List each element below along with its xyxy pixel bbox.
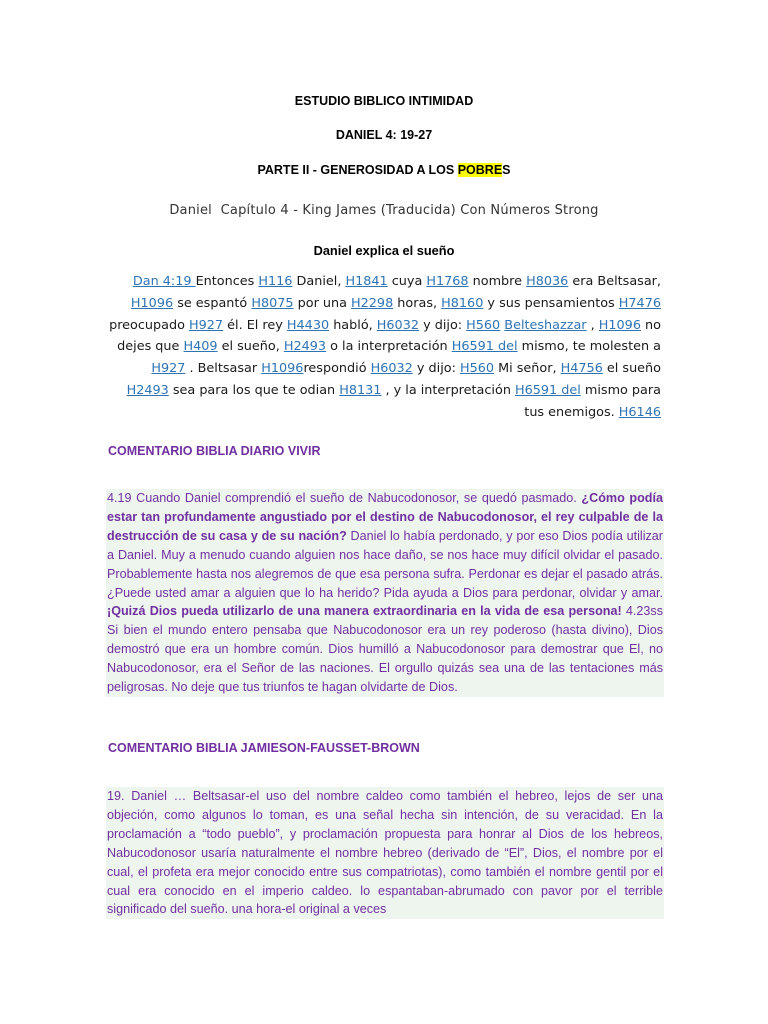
verse-text: o la interpretación — [326, 339, 452, 355]
verse-text: Mi señor, — [494, 361, 561, 377]
strong-number-link[interactable]: H8160 — [441, 295, 484, 311]
strong-number-link[interactable]: H7476 — [618, 295, 661, 311]
strong-number-link[interactable]: H4756 — [560, 361, 603, 377]
verse-text: el sueño — [602, 361, 661, 377]
strong-number-link[interactable]: H8036 — [526, 274, 569, 289]
verse-text: Daniel, — [292, 274, 346, 289]
strong-number-link[interactable]: H1096 — [598, 317, 641, 333]
verse-text: nombre — [468, 274, 527, 289]
verse-text: sea para los que te odian — [168, 382, 340, 398]
strong-number-link[interactable]: H4430 — [286, 317, 330, 333]
strong-number-link[interactable]: H6032 — [370, 361, 413, 377]
strong-number-link[interactable]: H560 — [466, 317, 501, 333]
verse-text: . Beltsasar — [185, 361, 262, 377]
commentary-heading-diario-vivir: COMENTARIO BIBLIA DIARIO VIVIR — [108, 444, 321, 458]
verse-text: se espantó — [173, 295, 252, 311]
strong-number-link[interactable]: H1841 — [345, 274, 388, 289]
verse-text: y sus pensamientos — [483, 295, 619, 311]
verse-text: y dijo: — [412, 361, 460, 377]
passage-reference: DANIEL 4: 19-27 — [335, 128, 433, 142]
verse-text: no dejes que — [117, 317, 661, 355]
strong-number-link[interactable]: H927 — [151, 361, 186, 377]
verse-text: era Beltsasar, — [568, 274, 661, 289]
part-heading-prefix: PARTE II - GENEROSIDAD A LOS — [257, 163, 458, 177]
section-title: Daniel explica el sueño — [313, 243, 455, 258]
strong-number-link[interactable]: H2493 — [283, 339, 327, 355]
part-heading-suffix: S — [502, 163, 511, 177]
commentary-text: Daniel lo había perdonado, y por eso Dios podía utilizar a Daniel. Muy a menudo cuando alguien nos hace daño, se nos hace muy difícil olvidar el pasado. Probablemente hasta nos alegremos de que esa persona sufra. Perdonar es dejar el pasado atrás. ¿Puede usted amar a alguien que lo ha herido? Pida ayuda a Dios para perdonar, olvidar y amar. — [107, 528, 664, 600]
strong-number-link[interactable]: Dan 4:19 — [132, 274, 196, 289]
strong-number-link[interactable]: H6146 — [618, 404, 661, 420]
verse-text: y dijo: — [419, 317, 467, 333]
bible-verse-text — [108, 271, 661, 424]
document-title: ESTUDIO BIBLICO INTIMIDAD — [294, 94, 474, 108]
strong-number-link[interactable]: H116 — [258, 274, 293, 289]
verse-text: respondió — [303, 361, 371, 377]
verse-text: mismo, te molesten a — [517, 339, 661, 355]
strong-number-link[interactable]: H6591 del — [515, 382, 581, 398]
strong-number-link[interactable]: H8131 — [339, 382, 382, 398]
part-heading — [0, 163, 768, 177]
commentary-emphasis: ¿Cómo podía estar tan profundamente angustiado por el destino de Nabucodonosor, el rey culpable de la destrucción de su casa y de su nación? — [107, 491, 663, 543]
verse-text: habló, — [329, 317, 377, 333]
verse-text: horas, — [393, 295, 442, 311]
strong-number-link[interactable]: H560 — [459, 361, 495, 377]
strong-number-link[interactable]: H6032 — [376, 317, 419, 333]
verse-text: , y la interpretación — [381, 382, 515, 398]
commentary-text: 4.19 Cuando Daniel comprendió el sueño de Nabucodonosor, se quedó pasmado. — [107, 491, 582, 505]
strong-number-link[interactable]: Belteshazzar — [504, 317, 587, 333]
verse-text: mismo para tus enemigos. — [524, 382, 661, 420]
strong-number-link[interactable]: H2298 — [351, 295, 394, 311]
commentary-emphasis: ¡Quizá Dios pueda utilizarlo de una manera extraordinaria en la vida de esa persona! — [107, 604, 622, 619]
bible-version-subtitle: Daniel Capítulo 4 - King James (Traducida) Con Números Strong — [169, 203, 599, 218]
commentary-diario-vivir — [106, 489, 664, 697]
verse-text: el sueño, — [217, 339, 284, 355]
strong-number-link[interactable]: H8075 — [251, 295, 294, 311]
verse-text: Entonces — [195, 274, 259, 289]
strong-number-link[interactable]: H1096 — [261, 361, 304, 377]
strong-number-link[interactable]: H1768 — [426, 274, 469, 289]
strong-number-link[interactable]: H409 — [183, 339, 218, 355]
commentary-text: 4.23ss Si bien el mundo entero pensaba que Nabucodonosor era un rey poderoso (hasta divino), Dios demostró que era un hombre común. Dios humilló a Nabucodonosor para demostrar que El, no Nabucodonosor, era el Señor de las naciones. El orgullo quizás sea una de las tentaciones más peligrosas. No deje que tus triunfos te hagan olvidarte de Dios. — [107, 604, 663, 695]
verse-text: él. El rey — [223, 317, 287, 333]
strong-number-link[interactable]: H1096 — [130, 295, 174, 311]
verse-text: preocupado — [109, 317, 190, 333]
verse-text: por una — [293, 295, 352, 311]
verse-text: , — [586, 317, 599, 333]
commentary-jfb: 19. Daniel … Beltsasar-el uso del nombre caldeo como también el hebreo, lejos de ser una objeción, como algunos lo toman, es una señal hecha sin intención, de su veracidad. En la proclamación a “todo pueblo”, y proclamación propuesta para honrar al Dios de los hebreos, Nabucodonosor usaría naturalmente el nombre hebreo (derivado de “El”, Dios, el nombre por el cual, el profeta era mejor conocido entre sus compatriotas), como también el nombre gentil por el cual era conocido en el imperio caldeo. lo espantaban-abrumado con pavor por el terrible significado del sueño. una hora-el original a veces — [106, 787, 664, 919]
commentary-heading-jfb: COMENTARIO BIBLIA JAMIESON-FAUSSET-BROWN — [108, 741, 420, 755]
strong-number-link[interactable]: H6591 del — [451, 339, 518, 355]
strong-number-link[interactable]: H927 — [189, 317, 224, 333]
verse-text: cuya — [387, 274, 427, 289]
strong-number-link[interactable]: H2493 — [126, 382, 169, 398]
highlighted-word: POBRE — [457, 163, 503, 177]
